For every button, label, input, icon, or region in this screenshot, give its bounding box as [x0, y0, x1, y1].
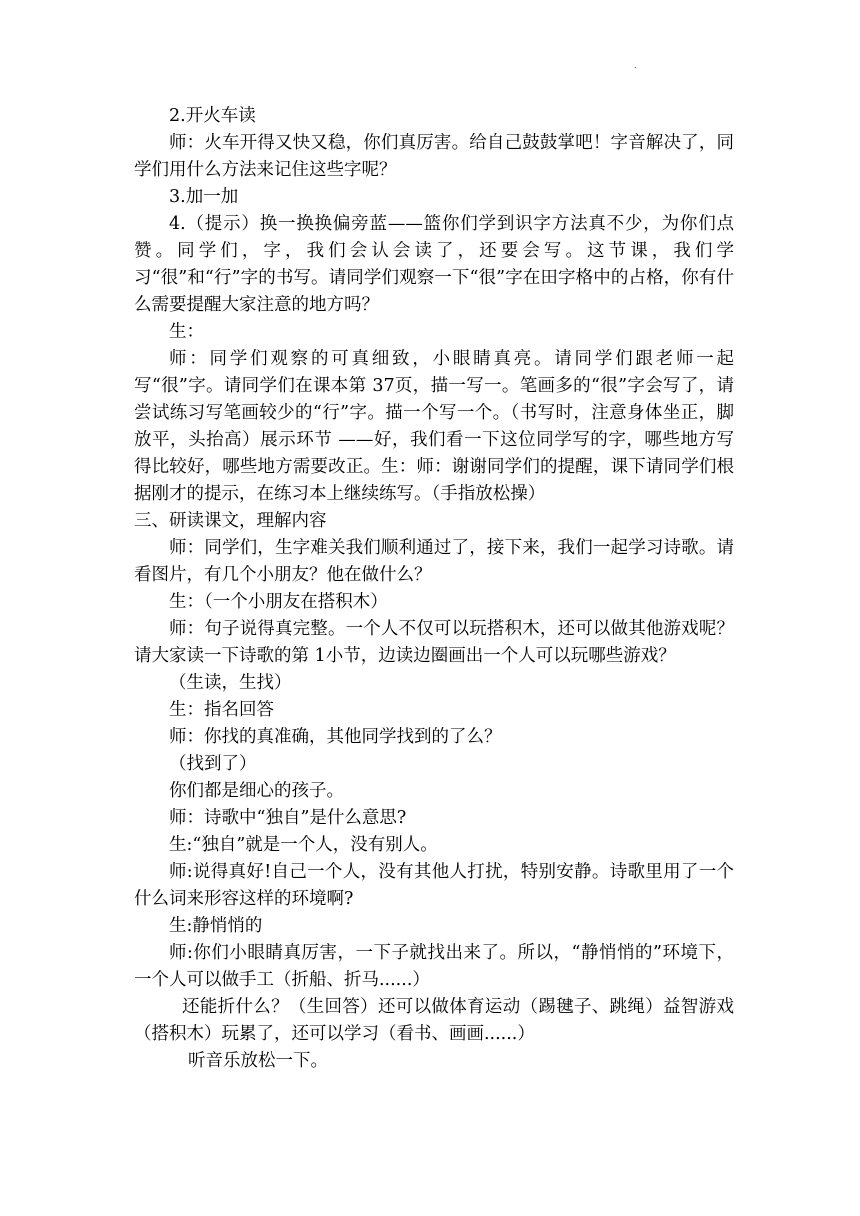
paragraph-11: （生读，生找） [169, 673, 292, 693]
paragraph-4: 4.（提示）换一换换偏旁蓝——篮你们学到识字方法真不少，为你们点赞。同学们，字，我们会认会读了，还要会写。这节课，我们学习“很”和“行”字的书写。请同学们观察一下“很”字在田字格中的占格，你有什么需要提醒大家注意的地方吗？ [134, 214, 734, 315]
section-heading: 三、研读课文，理解内容 [134, 511, 327, 531]
paragraph-17: 生:“独自”就是一个人，没有别人。 [169, 835, 438, 855]
paragraph-8: 师：同学们，生字难关我们顺利通过了，接下来，我们一起学习诗歌。请看图片，有几个小朋友？他在做什么？ [134, 538, 734, 585]
paragraph-2: 师：火车开得又快又稳，你们真厉害。给自己鼓鼓掌吧！字音解决了，同学们用什么方法来记住这些字呢？ [134, 133, 734, 180]
paragraph-20: 师:你们小眼睛真厉害，一下子就找出来了。所以，“静悄悄的”环境下，一个人可以做手工（折船、折马......） [134, 943, 734, 990]
paragraph-9: 生：（一个小朋友在搭积木） [169, 592, 388, 612]
paragraph-12: 生：指名回答 [169, 700, 274, 720]
header-dot: . [634, 61, 637, 70]
paragraph-1: 2.开火车读 [169, 106, 256, 126]
paragraph-15: 你们都是细心的孩子。 [169, 781, 344, 801]
paragraph-18: 师:说得真好!自己一个人，没有其他人打扰，特别安静。诗歌里用了一个什么词来形容这样的环境啊? [134, 862, 734, 909]
paragraph-3: 3.加一加 [169, 187, 239, 207]
paragraph-16: 师：诗歌中“独自”是什么意思? [169, 808, 407, 828]
paragraph-5: 生： [169, 322, 204, 342]
paragraph-19: 生:静悄悄的 [169, 916, 263, 936]
paragraph-10: 师：句子说得真完整。一个人不仅可以玩搭积木，还可以做其他游戏呢？请大家读一下诗歌的第 1小节，边读边圈画出一个人可以玩哪些游戏？ [134, 619, 734, 666]
paragraph-14: （找到了） [169, 754, 257, 774]
paragraph-22: 听音乐放松一下。 [188, 1051, 328, 1071]
document-body [134, 103, 734, 1075]
paragraph-21: 还能折什么？（生回答）还可以做体育运动（踢毽子、跳绳）益智游戏（搭积木）玩累了，还可以学习（看书、画画......） [134, 997, 734, 1044]
paragraph-6: 师：同学们观察的可真细致，小眼睛真亮。请同学们跟老师一起写“很”字。请同学们在课本第 37页，描一写一。笔画多的“很”字会写了，请尝试练习写笔画较少的“行”字。描一个写一个。（书写时，注意身体坐正，脚放平，头抬高）展示环节 ——好，我们看一下这位同学写的字，哪些地方写得比较好，哪些地方需要改正。生：师：谢谢同学们的提醒，课下请同学们根据刚才的提示，在练习本上继续练写。（手指放松操） [134, 349, 734, 504]
paragraph-13: 师：你找的真准确，其他同学找到的了么？ [169, 727, 502, 747]
